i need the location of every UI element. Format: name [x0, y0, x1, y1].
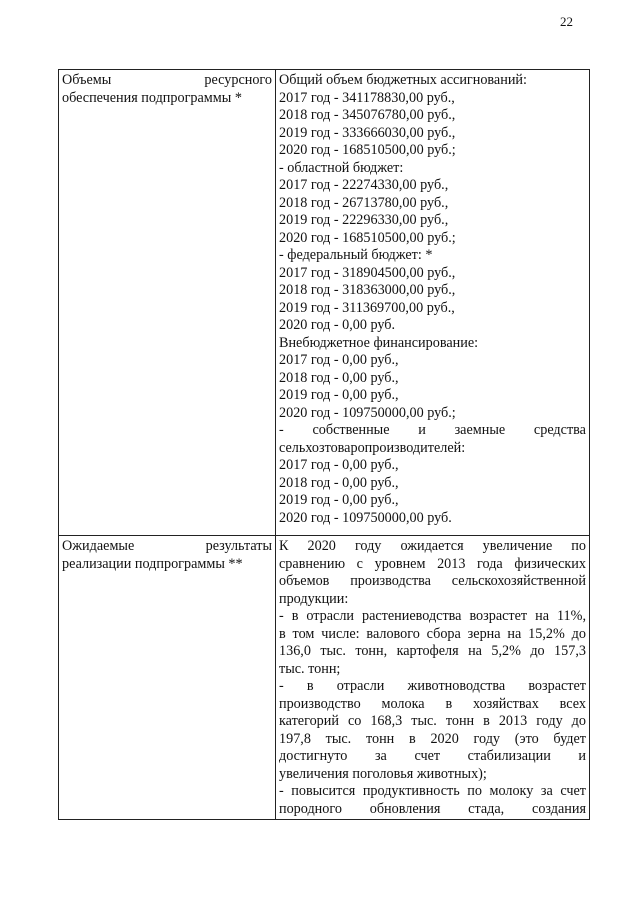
content-line: 2017 год - 318904500,00 руб., — [279, 264, 456, 281]
content-line: - федеральный бюджет: * — [279, 247, 433, 263]
content-line: продукции: — [279, 590, 349, 607]
word: - — [279, 678, 284, 694]
word: с — [356, 555, 363, 572]
content-line: - областной бюджет: — [279, 159, 404, 176]
word: 197,8 — [279, 730, 311, 747]
word: году — [354, 538, 382, 554]
word: хозяйствах — [473, 695, 539, 712]
content-line: 2020 год - 109750000,00 руб. — [279, 509, 452, 526]
content-line: 2020 год - 0,00 руб. — [279, 317, 396, 333]
word: за — [374, 748, 387, 764]
content-line: категорий со 168,3 тыс. тонн в 2013 году до — [279, 713, 586, 729]
content-line: увеличения поголовья животных); — [279, 765, 487, 782]
content-line — [279, 538, 586, 556]
content-line: 2018 год - 26713780,00 руб., — [279, 194, 449, 211]
row-label-cell — [59, 536, 276, 820]
word: результаты — [205, 538, 272, 554]
content-line: 2019 год - 22296330,00 руб., — [279, 212, 449, 228]
content-line: 2018 год - 318363000,00 руб., — [279, 282, 456, 298]
word: сравнению — [279, 555, 346, 572]
content-line: 2019 год - 311369700,00 руб., — [279, 299, 455, 316]
word: на — [468, 643, 482, 659]
word: - — [279, 422, 284, 438]
word: картофеля — [396, 643, 459, 659]
word: создания — [532, 800, 586, 817]
word: 157,3 — [554, 643, 586, 659]
subprogram-passport-table — [58, 69, 590, 820]
content-line: 2018 год - 0,00 руб., — [279, 369, 399, 386]
word: в — [409, 730, 416, 747]
content-line — [279, 422, 586, 440]
word: Объемы — [62, 72, 112, 88]
content-line: Внебюджетное финансирование: — [279, 334, 479, 351]
content-line — [279, 643, 586, 661]
label-line — [62, 538, 272, 556]
content-line: 2019 год - 0,00 руб., — [279, 387, 399, 403]
word: породного — [279, 800, 342, 817]
content-line: 2019 год - 333666030,00 руб., — [279, 124, 456, 141]
content-line: тыс. тонн; — [279, 660, 341, 677]
content-line: 2018 год - 0,00 руб., — [279, 474, 399, 491]
word: году — [473, 730, 501, 747]
word: ресурсного — [204, 72, 272, 88]
word: 5,2% — [491, 643, 521, 659]
word: физических — [514, 555, 586, 572]
label-line: реализации подпрограммы ** — [62, 555, 243, 572]
word: тонн — [365, 730, 395, 747]
word: объемов — [279, 573, 330, 589]
label-line — [62, 72, 272, 90]
content-line: сельхозтоваропроизводителей: — [279, 439, 466, 456]
word: средства — [533, 422, 586, 438]
word: стабилизации — [467, 748, 551, 764]
word: животноводства — [407, 678, 506, 694]
content-line — [279, 573, 586, 591]
word: собственные — [312, 422, 390, 438]
content-line: 2020 год - 109750000,00 руб.; — [279, 404, 456, 421]
word: 2013 — [437, 555, 466, 572]
word: Ожидаемые — [62, 538, 135, 554]
word: 2020 — [430, 730, 459, 747]
word: возрастет — [528, 678, 586, 694]
word: достигнуто — [279, 748, 348, 764]
table-row — [59, 536, 590, 820]
word: отрасли — [336, 678, 385, 694]
word: 136,0 — [279, 643, 311, 659]
content-line: 2019 год - 0,00 руб., — [279, 492, 399, 508]
word: производство — [279, 695, 361, 712]
content-line — [279, 678, 586, 696]
word: молока — [381, 695, 425, 712]
content-line — [279, 748, 586, 766]
word: 2020 — [307, 538, 336, 554]
row-label-cell — [59, 70, 276, 536]
content-line: 2017 год - 0,00 руб., — [279, 352, 399, 368]
table-row — [59, 70, 590, 536]
content-line: - повысится продуктивность по молоку за счет — [279, 783, 586, 799]
content-line: 2017 год - 341178830,00 руб., — [279, 89, 455, 106]
word: заемные — [454, 422, 506, 438]
word: уровнем — [374, 555, 426, 572]
row-content-cell — [276, 536, 590, 820]
word: в — [445, 695, 453, 712]
word: сельскохозяйственной — [451, 573, 586, 589]
word: обновления — [369, 800, 441, 817]
word: тыс. — [325, 730, 352, 747]
content-line: 2020 год - 168510500,00 руб.; — [279, 142, 456, 158]
content-line — [279, 731, 586, 749]
word: производства — [350, 573, 431, 589]
content-line: в том числе: валового сбора зерна на 15,2% до — [279, 625, 586, 642]
word: К — [279, 538, 289, 554]
word: (это — [514, 730, 539, 747]
content-line — [279, 556, 586, 574]
content-line: Общий объем бюджетных ассигнований: — [279, 72, 527, 88]
content-line: 2020 год - 168510500,00 руб.; — [279, 229, 456, 246]
word: увеличение — [482, 538, 553, 554]
content-line — [279, 801, 586, 819]
content-line: 2017 год - 0,00 руб., — [279, 457, 399, 473]
word: тонн, — [355, 643, 388, 659]
content-line: 2017 год - 22274330,00 руб., — [279, 177, 449, 193]
word: и — [418, 422, 426, 438]
word: года — [477, 555, 503, 572]
word: до — [530, 643, 545, 659]
label-line: обеспечения подпрограммы * — [62, 89, 242, 106]
word: по — [571, 538, 586, 554]
word: будет — [553, 730, 586, 747]
content-line: 2018 год - 345076780,00 руб., — [279, 107, 456, 123]
word: счет — [414, 748, 441, 764]
word: стада, — [468, 800, 505, 817]
word: и — [578, 748, 586, 764]
content-line: - в отрасли растениеводства возрастет на 11%, — [279, 608, 586, 624]
word: ожидается — [400, 538, 464, 554]
row-content-cell — [276, 70, 590, 536]
word: в — [306, 678, 314, 694]
page-number: 22 — [560, 14, 573, 29]
word: тыс. — [320, 643, 346, 659]
word: всех — [559, 695, 586, 712]
content-line — [279, 696, 586, 714]
